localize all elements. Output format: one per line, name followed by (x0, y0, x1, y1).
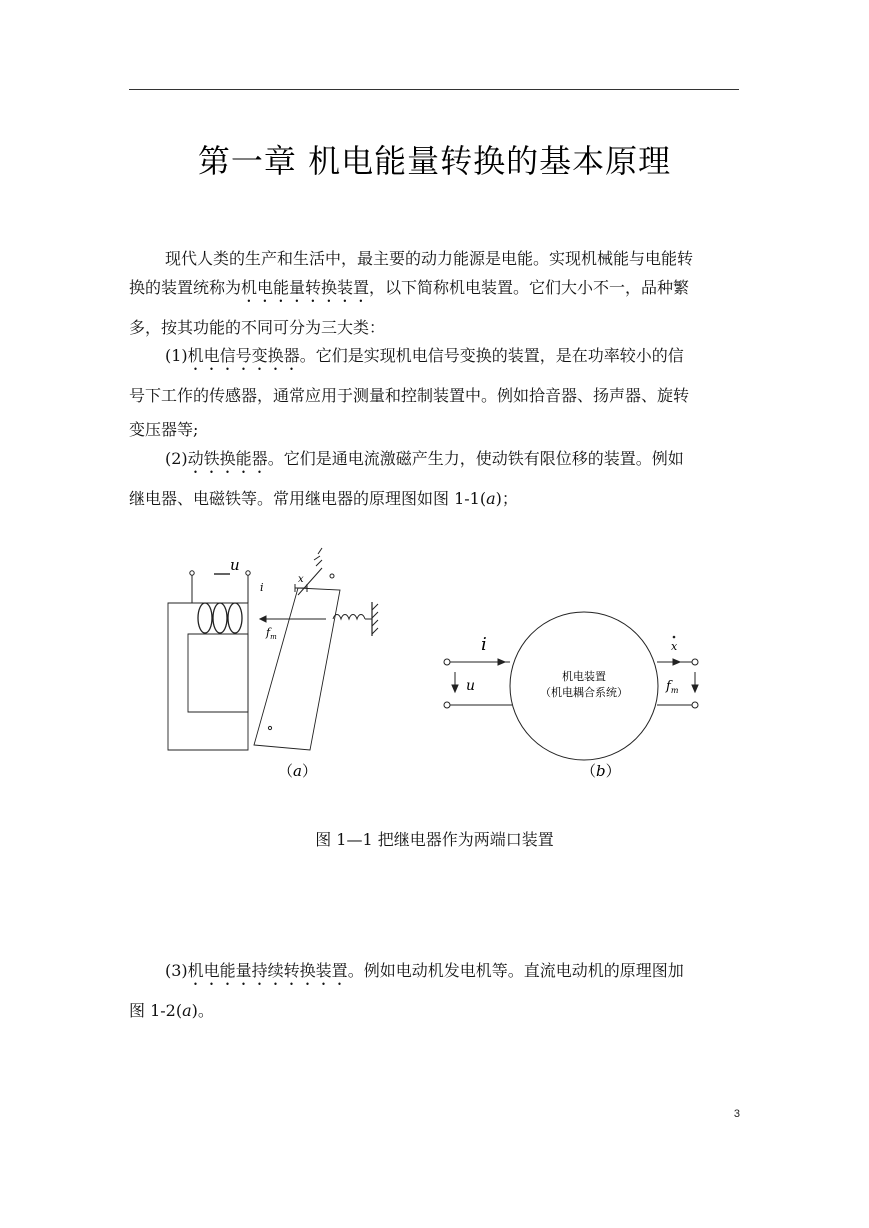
label-u-b: u (466, 678, 476, 694)
terminal (444, 702, 450, 708)
terminal (444, 659, 450, 665)
spring-contact (314, 548, 322, 566)
chapter-title: 第一章 机电能量转换的基本原理 (197, 142, 672, 180)
dot-derivative (673, 636, 676, 639)
emphasized-term: 机电信号变换器 (187, 346, 300, 365)
paragraph-line: 多，按其功能的不同可分为三大类： (129, 318, 386, 337)
list-item-line: (3)机电能量持续转换装置。例如电动机发电机等。直流电动机的原理图加 (165, 961, 684, 980)
current-arrow (498, 659, 505, 665)
subfigure-label-a: （a） (278, 762, 317, 780)
terminal (246, 571, 250, 575)
emphasized-term: 机电能量转换装置 (241, 278, 370, 297)
list-item-line: 号下工作的传感器，通常应用于测量和控制装置中。例如拾音器、扬声器、旋转 (129, 386, 690, 405)
label-x: x (298, 574, 304, 585)
figure-caption: 图 1—1 把继电器作为两端口装置 (315, 830, 554, 849)
emphasized-term: 动铁换能器 (187, 449, 268, 468)
return-spring (333, 615, 365, 620)
figure-a-relay (168, 548, 378, 750)
label-f: $f_m$ (266, 626, 277, 641)
subfigure-label-b: （b） (581, 762, 621, 780)
figure-1-1 (150, 540, 730, 790)
emphasized-term: 机电能量持续转换装置 (187, 961, 348, 980)
list-item-line: 变压器等; (129, 420, 199, 439)
terminal (692, 702, 698, 708)
header-rule (129, 89, 739, 90)
relay-core-slot (188, 634, 248, 712)
list-item-line: 图 1-2(a)。 (129, 1001, 214, 1020)
paragraph-line: 换的装置统称为机电能量转换装置，以下简称机电装置。它们大小不一，品种繁 (129, 278, 690, 297)
label-i: i (260, 581, 264, 594)
device-label-line1: 机电装置 (562, 670, 606, 683)
pivot (268, 726, 271, 729)
page-number: 3 (733, 1108, 740, 1120)
coil-windings (198, 603, 242, 633)
label-f-b: $f_m$ (666, 679, 679, 695)
paragraph-line: 现代人类的生产和生活中，最主要的动力能源是电能。实现机械能与电能转 (165, 249, 694, 268)
device-label-line2: （机电耦合系统） (540, 686, 628, 699)
terminal (190, 571, 194, 575)
relay-core-outline (168, 603, 248, 750)
terminal (692, 659, 698, 665)
armature (254, 588, 340, 750)
velocity-arrow (673, 659, 680, 665)
anchor-hatch (372, 604, 378, 634)
label-x-b: x (671, 640, 678, 653)
label-u: u (230, 556, 240, 574)
list-item-line: (1)机电信号变换器。它们是实现机电信号变换的装置，是在功率较小的信 (165, 346, 684, 365)
contact-terminal (330, 574, 334, 578)
label-i-b: i (481, 634, 487, 655)
list-item-line: (2)动铁换能器。它们是通电流激磁产生力，使动铁有限位移的装置。例如 (165, 449, 684, 468)
list-item-line: 继电器、电磁铁等。常用继电器的原理图如图 1-1(a)； (129, 489, 518, 508)
